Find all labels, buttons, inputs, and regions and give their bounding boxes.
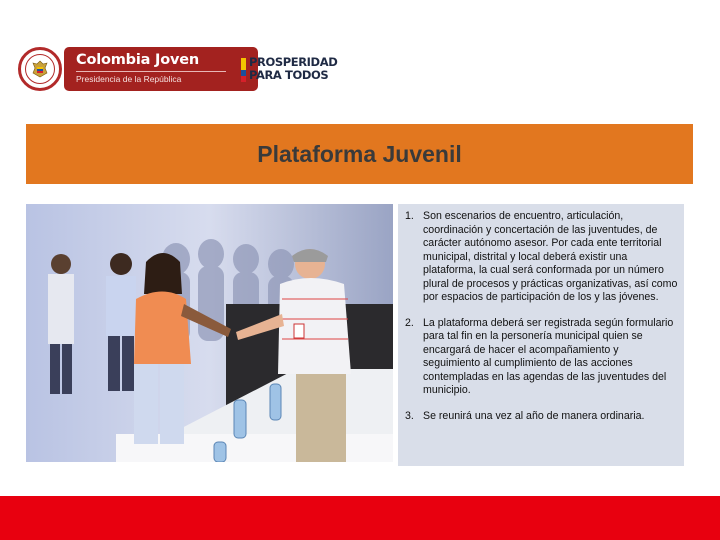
- content-panel: [398, 204, 684, 466]
- list-text: Se reunirá una vez al año de manera ordinaria.: [423, 409, 645, 422]
- footer-bar: [0, 496, 720, 540]
- numbered-list: [402, 210, 678, 423]
- list-item: [402, 410, 678, 424]
- list-number: 2.: [405, 316, 414, 329]
- list-number: 1.: [405, 210, 414, 222]
- page-title: Plataforma Juvenil: [257, 140, 462, 167]
- colombia-flag-icon: [241, 58, 246, 82]
- list-item: [402, 210, 678, 305]
- list-item: [402, 317, 678, 398]
- colombia-joven-logo: [18, 44, 240, 94]
- brand-box: [64, 47, 258, 91]
- list-text: Son escenarios de encuentro, articulación, coordinación y concertación de las juventudes, de carácter autónomo asesor. Por cada ente territorial municipal, distrital y local deberá existir una plataforma, la cual será conformada por un número plural de procesos y prácticas organizativas, así como por espacios de participación de los y las jóvenes.: [423, 210, 678, 303]
- slogan-line-1: PROSPERIDAD: [249, 55, 338, 69]
- republic-seal-icon: [18, 47, 62, 91]
- slogan-line-2: PARA TODOS: [249, 68, 329, 82]
- event-photo: [26, 204, 393, 462]
- list-number: 3.: [405, 409, 414, 422]
- title-bar: [26, 124, 693, 184]
- brand-subtitle: Presidencia de la República: [76, 74, 182, 84]
- brand-divider: [76, 71, 226, 72]
- brand-title: Colombia Joven: [76, 52, 199, 68]
- list-text: La plataforma deberá ser registrada según formulario para tal fin en la personería municipal quien se encargará de hacer el acompañamiento y seguimiento al cumplimiento de las acciones contempladas en las agendas de las juventudes del municipio.: [423, 316, 674, 396]
- prosperidad-logo: [249, 56, 359, 84]
